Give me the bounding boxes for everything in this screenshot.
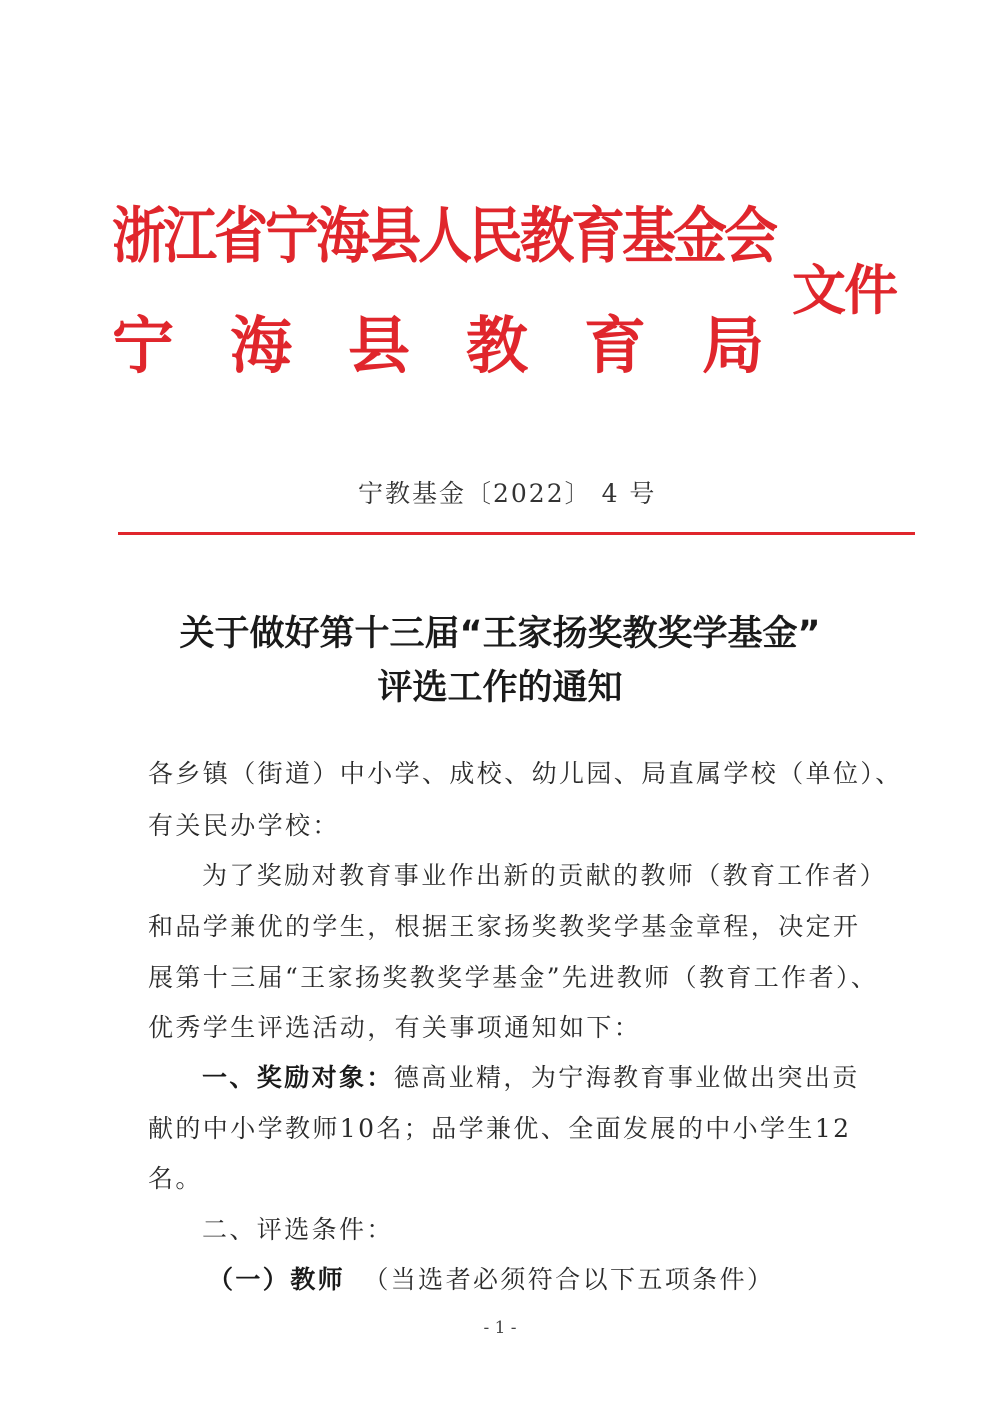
subsection1-heading: （一）教师 [208, 1265, 346, 1294]
intro-paragraph-line3: 展第十三届“王家扬奖教奖学基金”先进教师（教育工作者）、 [148, 963, 879, 992]
issuing-org-education-bureau: 宁海县教育局 [112, 309, 821, 382]
section1-text: 德高业精，为宁海教育事业做出突出贡 [393, 1063, 860, 1092]
section1-heading: 一、奖励对象： [202, 1063, 394, 1092]
addressee-line2: 有关民办学校： [148, 811, 340, 840]
red-divider-line [118, 532, 915, 535]
section2-heading: 二、评选条件： [202, 1215, 394, 1244]
section1-line2: 献的中小学教师10名；品学兼优、全面发展的中小学生12 [148, 1114, 852, 1143]
intro-paragraph-line1: 为了奖励对教育事业作出新的贡献的教师（教育工作者） [202, 861, 888, 890]
addressee-line1: 各乡镇（街道）中小学、成校、幼儿园、局直属学校（单位）、 [148, 759, 903, 788]
document-type-label: 文件 [792, 259, 896, 322]
document-number: 宁教基金〔2022〕 4 号 [358, 479, 657, 508]
subsection1-line [208, 1260, 774, 1296]
intro-paragraph-line2: 和品学兼优的学生，根据王家扬奖教奖学基金章程，决定开 [148, 912, 861, 941]
subsection1-note: （当选者必须符合以下五项条件） [363, 1265, 775, 1294]
notice-title-line1: 关于做好第十三届“王家扬奖教奖学基金” [179, 614, 821, 654]
intro-paragraph-line4: 优秀学生评选活动，有关事项通知如下： [148, 1013, 642, 1042]
section1-line3: 名。 [148, 1164, 203, 1193]
section1-line1 [202, 1058, 860, 1094]
issuing-org-foundation: 浙江省宁海县人民教育基金会 [112, 200, 775, 271]
notice-title-line2: 评选工作的通知 [377, 668, 623, 708]
page-number: - 1 - [483, 1318, 517, 1338]
